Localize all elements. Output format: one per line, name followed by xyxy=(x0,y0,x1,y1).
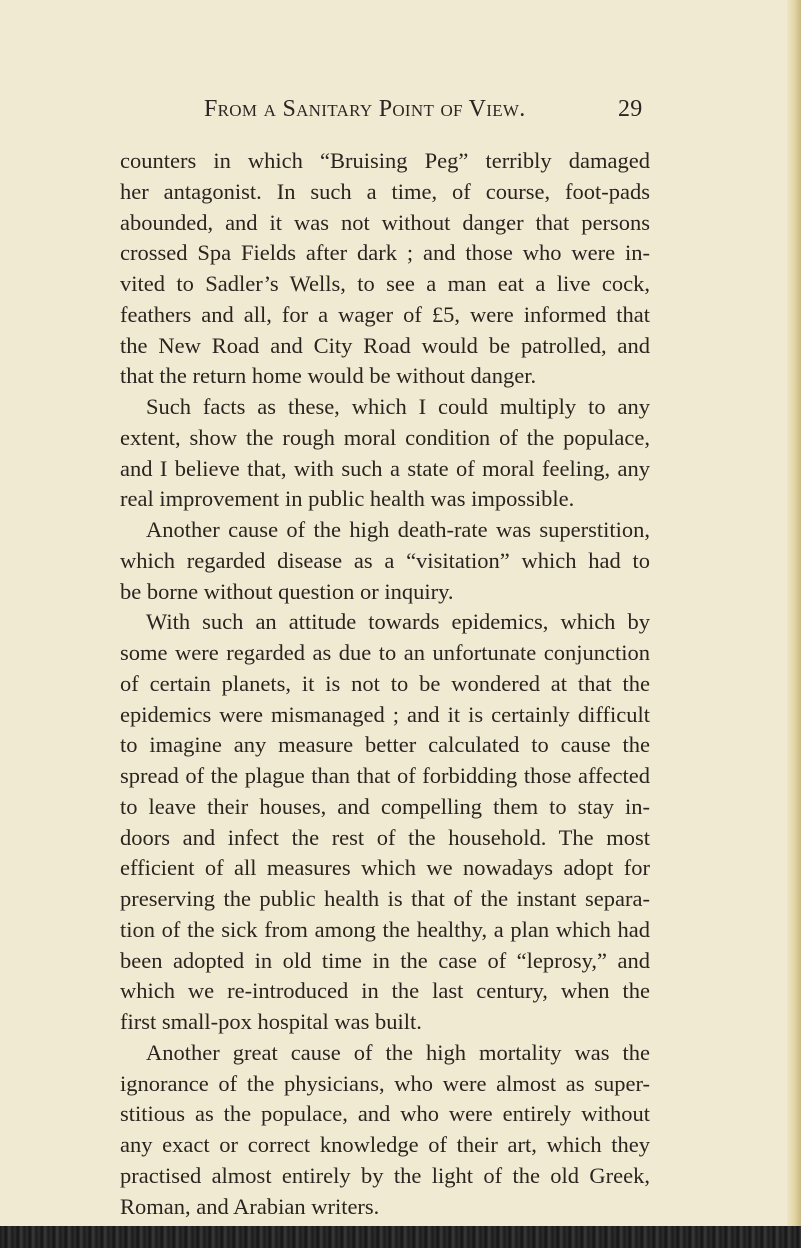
text-line: doors and infect the rest of the household. The most xyxy=(120,824,650,850)
text-line: her antagonist. In such a time, of course, foot-pads xyxy=(120,178,650,204)
running-title: From a Sanitary Point of View. xyxy=(204,96,526,122)
text-line: the New Road and City Road would be patrolled, and xyxy=(120,332,650,358)
text-line: to imagine any measure better calculated to cause the xyxy=(120,732,650,758)
text-line: any exact or correct knowledge of their art, which they xyxy=(120,1132,650,1157)
text-line: Another cause of the high death-rate was superstition, xyxy=(146,517,650,542)
text-line: With such an attitude towards epidemics, which by xyxy=(146,609,650,635)
text-line: some were regarded as due to an unfortunate conjunction xyxy=(120,640,650,665)
page-number: 29 xyxy=(618,96,643,122)
text-line: stitious as the populace, and who were entirely without xyxy=(120,1101,650,1127)
text-line: to leave their houses, and compelling them to stay in- xyxy=(120,793,650,819)
text-line: been adopted in old time in the case of “leprosy,” and xyxy=(120,947,650,973)
text-line: that the return home would be without danger. xyxy=(120,363,537,389)
text-line: Another great cause of the high mortality was the xyxy=(146,1039,650,1065)
text-line: which we re-introduced in the last century, when the xyxy=(120,978,650,1004)
text-line: counters in which “Bruising Peg” terribly damaged xyxy=(120,148,650,173)
text-line: be borne without question or inquiry. xyxy=(120,578,454,604)
text-line: extent, show the rough moral condition of the populace, xyxy=(120,424,650,450)
text-line: spread of the plague than that of forbidding those affected xyxy=(120,763,650,788)
text-line: first small-pox hospital was built. xyxy=(120,1009,422,1034)
text-line: and I believe that, with such a state of moral feeling, any xyxy=(120,455,650,481)
text-line: preserving the public health is that of the instant separa- xyxy=(120,886,650,911)
text-line: Roman, and Arabian writers. xyxy=(120,1193,380,1219)
text-line: real improvement in public health was impossible. xyxy=(120,486,575,512)
page-edge xyxy=(787,0,801,1248)
text-line: ignorance of the physicians, who were almost as super- xyxy=(120,1070,650,1096)
text-line: efficient of all measures which we nowadays adopt for xyxy=(120,855,650,881)
text-line: abounded, and it was not without danger that persons xyxy=(120,209,650,235)
text-line: tion of the sick from among the healthy, a plan which had xyxy=(120,916,650,942)
running-header xyxy=(204,96,664,130)
text-line: Such facts as these, which I could multiply to any xyxy=(146,394,650,419)
text-line: of certain planets, it is not to be wondered at that the xyxy=(120,670,650,696)
text-line: vited to Sadler’s Wells, to see a man eat a live cock, xyxy=(120,271,650,296)
scan-bottom-edge xyxy=(0,1226,801,1248)
text-line: crossed Spa Fields after dark ; and those who were in- xyxy=(120,240,650,266)
body-text xyxy=(120,146,650,1222)
text-line: which regarded disease as a “visitation” which had to xyxy=(120,547,650,573)
text-line: practised almost entirely by the light of the old Greek, xyxy=(120,1162,650,1188)
text-line: epidemics were mismanaged ; and it is certainly difficult xyxy=(120,701,650,727)
text-line: feathers and all, for a wager of £5, were informed that xyxy=(120,301,650,327)
